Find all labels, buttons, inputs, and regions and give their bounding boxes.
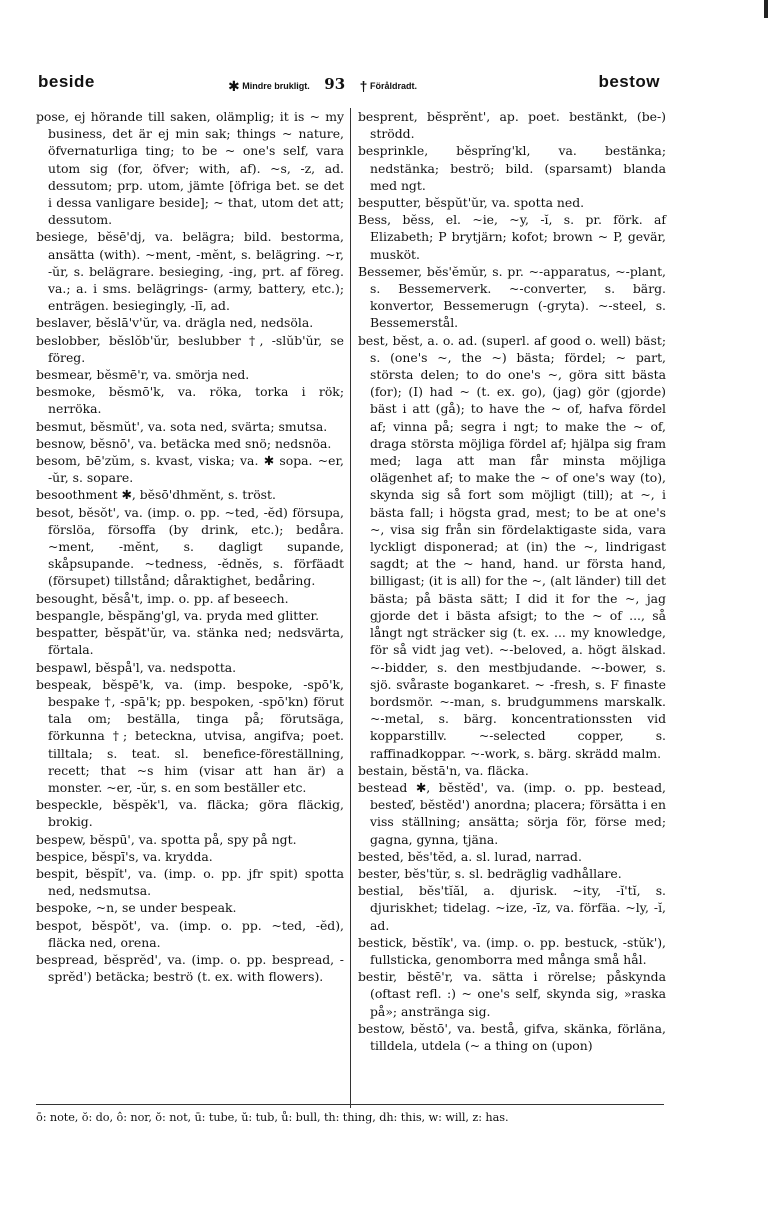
entry-besot: besot, bĕsŏt', va. (imp. o. pp. ~ted, -ĕd) försupa, förslöa, försoffa (by drink, etc.); bedåra. ~ment, -mĕnt, s. dagligt supande, skåpsupande. ~tedness, -ĕdnĕs, s. förfäadt (försupet) tillstånd; dåraktighet, bedåring. [36, 504, 344, 589]
star-icon: ✱ [228, 78, 240, 94]
entry-bestead: bestead ✱, bĕstĕd', va. (imp. o. pp. bestead, besteď, bĕstĕd') anordna; placera; försätta i en viss ställning; ansätta; sörja för, förse med; gagna, gynna, tjäna. [358, 779, 666, 847]
guide-word-left: beside [38, 72, 95, 91]
entry-besprinkle: besprinkle, bĕsprĭng'kl, va. bestänka; nedstänka; beströ; bild. (sparsamt) blanda med ngt. [358, 143, 666, 193]
page-edge-mark [764, 0, 768, 18]
entry-pose-continued: pose, ej hörande till saken, olämplig; it is ~ my business, det är ej min sak; things ~ nature, öfvernaturliga ting; to be ~ one's self, vara utom sig (for, öfver; with, af). ~s, -z, ad. dessutom; prp. utom, jämte [öfriga bet. se det i dessa vanligare beside]; ~ that, utom det att; dessutom. [36, 109, 344, 228]
entry-bespice: bespice, bĕspī's, va. krydda. [36, 848, 213, 864]
footer-rule [36, 1104, 664, 1105]
left-column [36, 108, 344, 985]
entry-best: best, bĕst, a. o. ad. (superl. af good o. well) bäst; s. (one's ~, the ~) bästa; fördel; ~ part, största delen; to do one's ~, göra sitt bästa (for); (I) had ~ (t. ex. go), (jag) gör (gjorde) bäst i att (gå); to have the ~ of, hafva fördel af; vinna på; segra i ngt; to make the ~ of, draga största möjliga fördel af; hjälpa sig fram med; laga att man får minsta möjliga olägenhet af; to make the ~ of one's way (to), skynda sig så fort som möjligt (till); at ~, i bästa fall; i högsta grad, mest; to be at one's ~, visa sig från sin fördelaktigaste sida, vara lyckligt disponerad; at (in) the ~, lindrigast sagdt; at the ~ hand, hand. ur första hand, billigast; (it is all) for the ~, (alt länder) till det bästa; på bästa sätt; I did it for the ~, jag gjorde det i bästa afsigt; to the ~ of ..., så långt ngt sträcker sig (t. ex. ... my knowledge, för så vidt jag vet). ~-beloved, a. högt älskad. ~-bidder, s. den mestbjudande. ~-bower, s. sjö. svåraste bogankaret. ~ -fresh, s. F finaste bordsmör. ~-man, s. brudgummens marskalk. ~-metal, s. bärg. koncentrationssten vid kopparstillv. ~-selected copper, s. raffinadkoppar. ~-work, s. bärg. skrädd malm. [358, 332, 666, 761]
archaic-label: Föråldradt. [369, 81, 417, 91]
entry-bess: Bess, bĕss, el. ~ie, ~y, -ĭ, s. pr. förk. af Elizabeth; P brytjärn; kofot; brown ~ P, gevär, musköt. [358, 212, 666, 262]
entry-beslaver: beslaver, bĕslā'v'ŭr, va. drägla ned, nedsöla. [36, 315, 314, 331]
entry-bespread: bespread, bĕsprĕd', va. (imp. o. pp. bespread, -sprĕd') betäcka; beströ (t. ex. with flowers). [36, 951, 344, 985]
entry-besprent: besprent, bĕsprĕnt', ap. poet. bestänkt, (be-) strödd. [358, 109, 666, 142]
entry-bested: bested, bĕs'tĕd, a. sl. lurad, narrad. [358, 848, 582, 864]
entry-bespoke: bespoke, ~n, se under bespeak. [36, 900, 237, 916]
entry-besnow: besnow, bĕsnō', va. betäcka med snö; nedsnöa. [36, 435, 332, 451]
pronunciation-key: ō: note, ŏ: do, ô: nor, ŏ: not, ū: tube, ŭ: tub, ů: bull, th: thing, dh: this, w: will, z: has. [36, 1111, 509, 1124]
entry-bessemer: Bessemer, bĕs'ĕmŭr, s. pr. ~-apparatus, ~-plant, s. Bessemerverk. ~-converter, s. bärg. konvertor, Bessemerugn (-gryta). ~-steel, s. Bessemerstål. [358, 263, 666, 331]
entry-bespawl: bespawl, bĕspå'l, va. nedspotta. [36, 659, 237, 675]
entry-besom: besom, bē'zŭm, s. kvast, viska; va. ✱ sopa. ~er, -ŭr, s. sopare. [36, 453, 344, 486]
entry-bester: bester, bĕs'tŭr, s. sl. bedräglig vadhållare. [358, 865, 622, 881]
running-header [38, 72, 660, 96]
entry-bestow: bestow, bĕstō', va. bestå, gifva, skänka, förläna, tilldela, utdela (~ a thing on (upon) [358, 1020, 666, 1053]
entry-bestir: bestir, bĕstē'r, va. sätta i rörelse; påskynda (oftast refl. :) ~ one's self, skynda sig, »raska på»; anstränga sig. [358, 969, 666, 1019]
entry-bespit: bespit, bĕspĭt', va. (imp. o. pp. jfr spit) spotta ned, nedsmutsa. [36, 865, 344, 899]
entry-bespangle: bespangle, bĕspăng'gl, va. pryda med glitter. [36, 607, 320, 623]
entry-bestick: bestick, bĕstĭk', va. (imp. o. pp. bestuck, -stŭk'), fullsticka, genomborra med många små hål. [358, 934, 666, 967]
entry-besought: besought, bĕså't, imp. o. pp. af beseech. [36, 590, 289, 606]
entry-besmoke: besmoke, bĕsmō'k, va. röka, torka i rök; nerröka. [36, 384, 344, 417]
dagger-symbol: † [359, 78, 368, 94]
header-center [228, 75, 417, 95]
entry-besmear: besmear, bĕsmē'r, va. smörja ned. [36, 367, 250, 383]
entry-bespeak: bespeak, bĕspē'k, va. (imp. bespoke, -spō'k, bespake †, -spā'k; pp. bespoken, -spō'kn) förut tala om; beställa, tinga på; förutsäga, förkunna †; beteckna, utvisa, angifva; poet. tilltala; s. teat. sl. benefice-föreställning, recett; that ~s him (visar att han är) a monster. ~er, -ŭr, s. en som beställer etc. [36, 676, 344, 795]
entry-bespew: bespew, bĕspū', va. spotta på, spy på ngt. [36, 831, 297, 847]
entry-besputter: besputter, bĕspŭt'ŭr, va. spotta ned. [358, 195, 585, 211]
entry-bespatter: bespatter, bĕspăt'ŭr, va. stänka ned; nedsvärta, förtala. [36, 625, 344, 658]
entry-beslobber: beslobber, bĕslŏb'ŭr, beslubber †, -slŭb'ŭr, se föreg. [36, 332, 344, 365]
entry-bespot: bespot, bĕspŏt', va. (imp. o. pp. ~ted, -ĕd), fläcka ned, orena. [36, 917, 344, 950]
entry-bestain: bestain, bĕstā'n, va. fläcka. [358, 762, 529, 778]
entry-besoothment: besoothment ✱, bĕsō'dhmĕnt, s. tröst. [36, 487, 276, 503]
guide-word-right: bestow [598, 72, 660, 91]
entry-besiege: besiege, bĕsē'dj, va. belägra; bild. bestorma, ansätta (with). ~ment, -mĕnt, s. belägring. ~r, -ŭr, s. belägrare. besieging, -ing, prt. af föreg. va.; a. i sms. belägrings- (army, battery, etc.); enträgen. besiegingly, -lī, ad. [36, 229, 344, 314]
entry-besmut: besmut, bĕsmŭt', va. sota ned, svärta; smutsa. [36, 418, 328, 434]
obsolete-label: Mindre brukligt. [242, 81, 310, 91]
entry-bespeckle: bespeckle, bĕspĕk'l, va. fläcka; göra fläckig, brokig. [36, 797, 344, 830]
column-divider [350, 108, 351, 1108]
entry-bestial: bestial, bĕs'tĭăl, a. djurisk. ~ity, -ĭ'tĭ, s. djuriskhet; tidelag. ~ize, -īz, va. förfäa. ~ly, -ĭ, ad. [358, 883, 666, 933]
right-column [358, 108, 666, 1054]
page-number: 93 [324, 75, 346, 93]
